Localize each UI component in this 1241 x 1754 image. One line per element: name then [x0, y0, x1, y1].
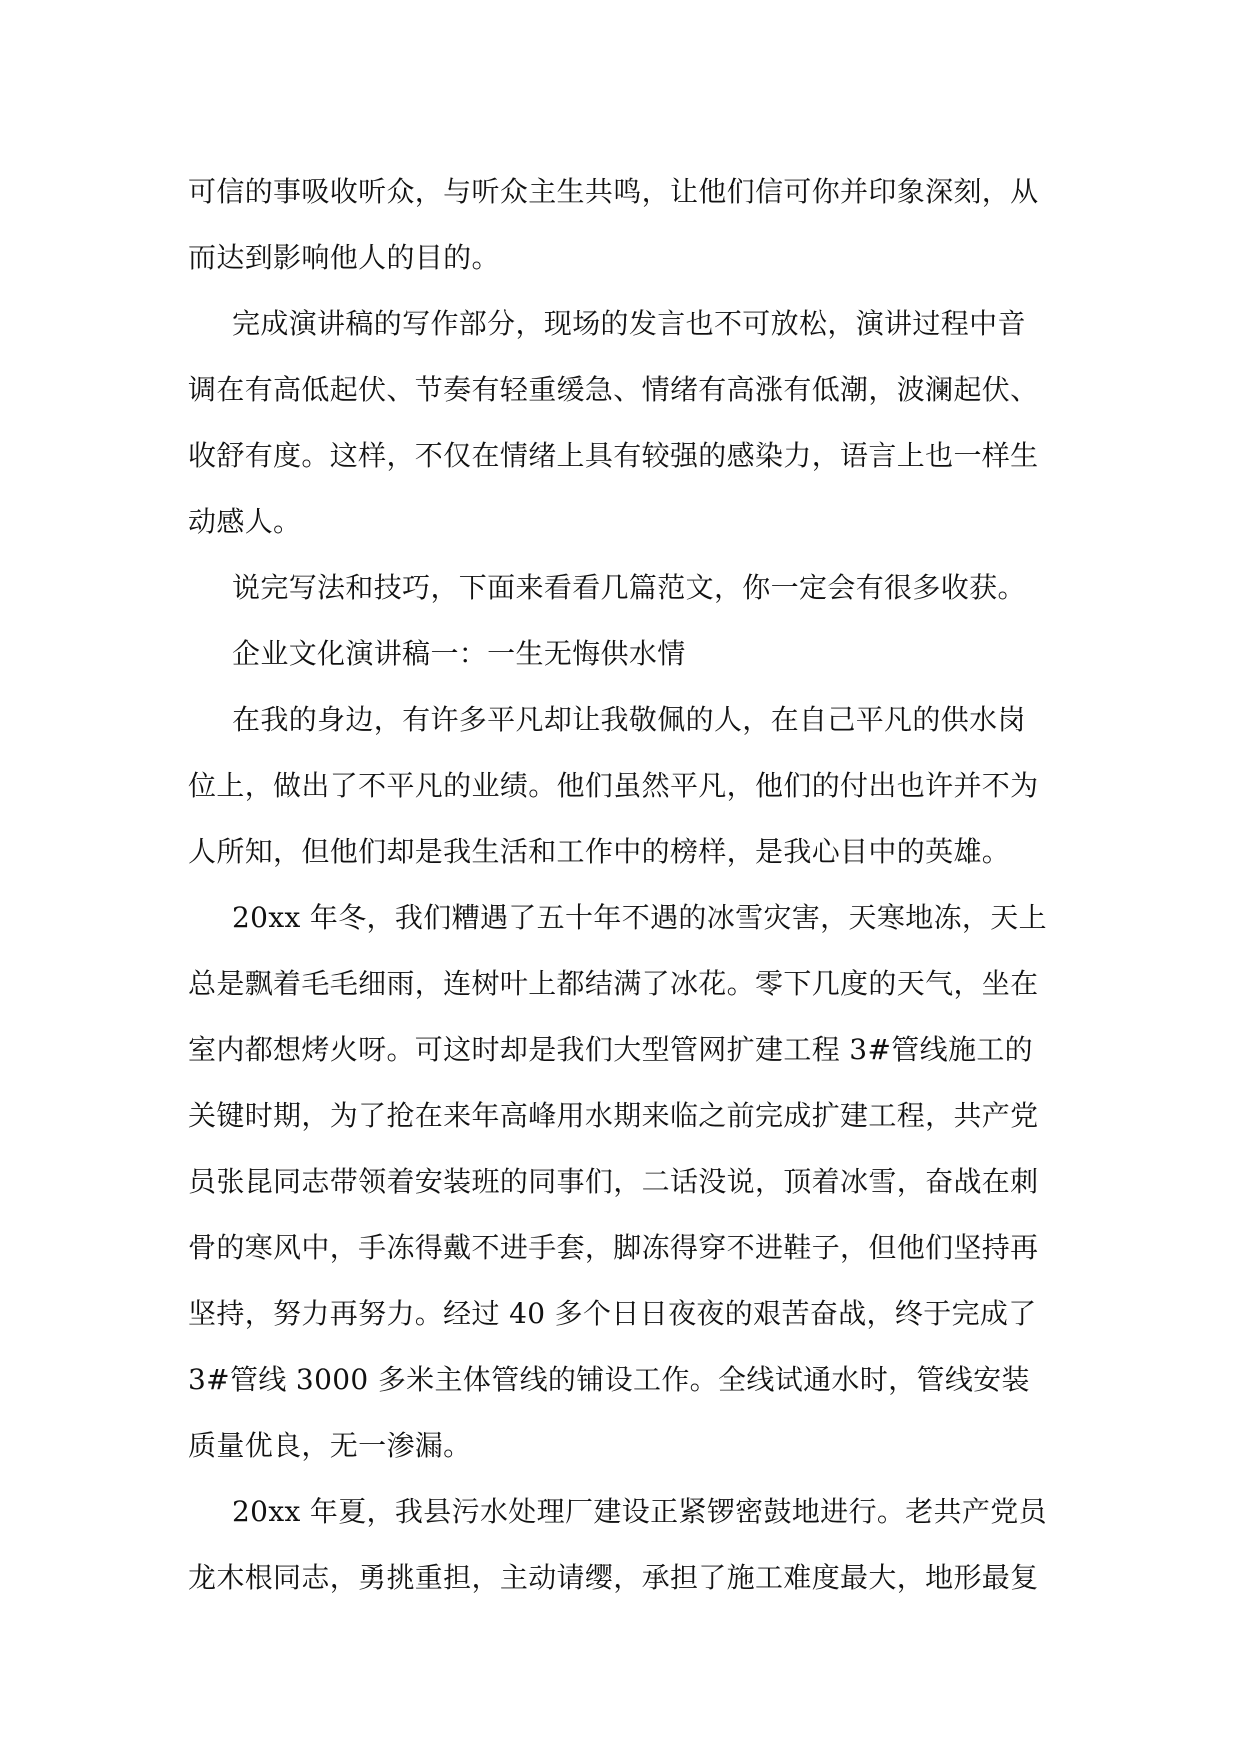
section-heading: 企业文化演讲稿一：一生无悔供水情 — [232, 637, 686, 670]
paragraph-transition: 说完写法和技巧，下面来看看几篇范文，你一定会有很多收获。 — [232, 571, 1026, 604]
document-body — [188, 159, 1053, 1611]
paragraph-winter-project: 20xx 年冬，我们糟遇了五十年不遇的冰雪灾害，天寒地冻，天上总是飘着毛毛细雨，连树叶上都结满了冰花。零下几度的天气，坐在室内都想烤火呀。可这时却是我们大型管网扩建工程 3#管线施工的关键时期，为了抢在来年高峰用水期来临之前完成扩建工程，共产党员张昆同志带领着安装班的同事们，二话没说，顶着冰雪，奋战在刺骨的寒风中，手冻得戴不进手套，脚冻得穿不进鞋子，但他们坚持再坚持，努力再努力。经过 40 多个日日夜夜的艰苦奋战，终于完成了 3#管线 3000 多米主体管线的铺设工作。全线试通水时，管线安装质量优良，无一渗漏。 — [188, 901, 1047, 1462]
paragraph-delivery-tips: 完成演讲稿的写作部分，现场的发言也不可放松，演讲过程中音调在有高低起伏、节奏有轻重缓急、情绪有高涨有低潮，波澜起伏、收舒有度。这样，不仅在情绪上具有较强的感染力，语言上也一样生动感人。 — [188, 307, 1039, 538]
paragraph-summer-project: 20xx 年夏，我县污水处理厂建设正紧锣密鼓地进行。老共产党员龙木根同志，勇挑重担，主动请缨，承担了施工难度最大，地形最复 — [188, 1495, 1047, 1594]
paragraph-role-models: 在我的身边，有许多平凡却让我敬佩的人，在自己平凡的供水岗位上，做出了不平凡的业绩。他们虽然平凡，他们的付出也许并不为人所知，但他们却是我生活和工作中的榜样，是我心目中的英雄。 — [188, 703, 1039, 868]
paragraph-intro-continuation: 可信的事吸收听众，与听众主生共鸣，让他们信可你并印象深刻，从而达到影响他人的目的。 — [188, 175, 1039, 274]
